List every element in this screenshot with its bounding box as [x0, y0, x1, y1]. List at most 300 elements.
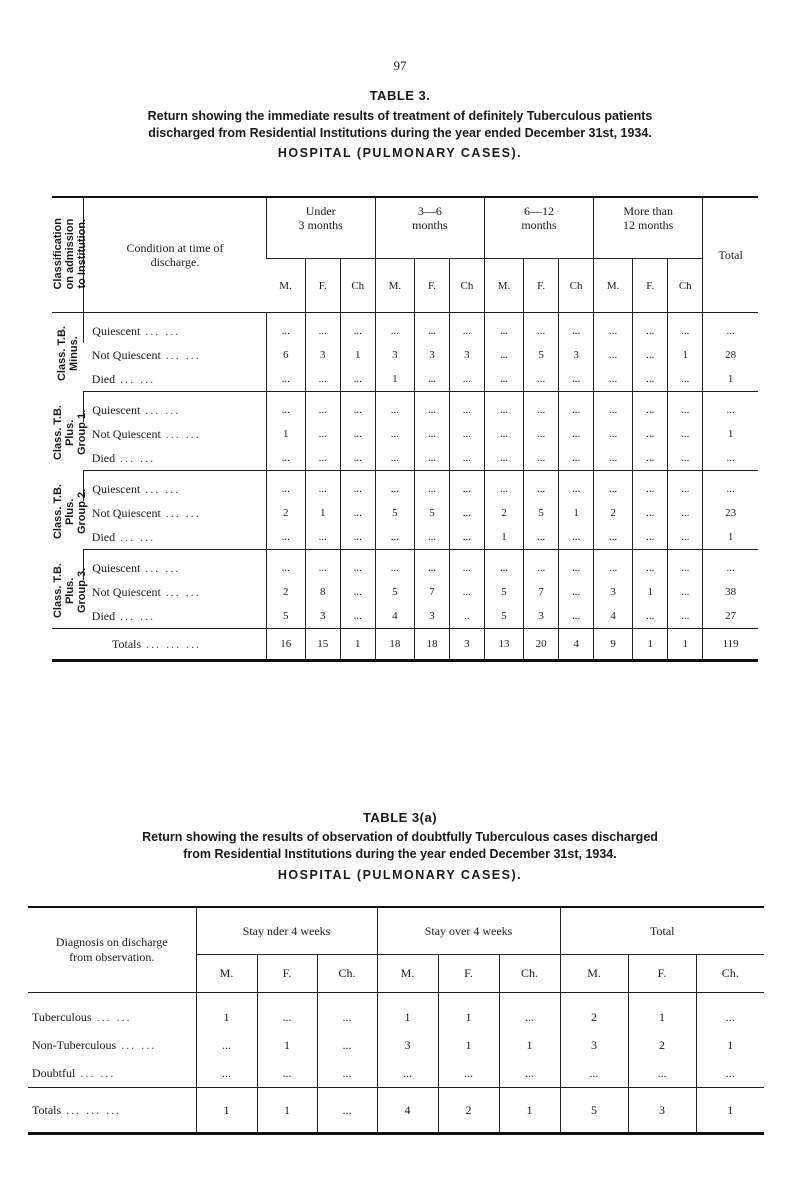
data-cell: ...: [484, 367, 523, 392]
data-cell: ...: [414, 422, 449, 446]
condition-label: [84, 343, 266, 367]
data-cell: ...: [668, 422, 703, 446]
table3a: [28, 906, 764, 1135]
data-cell: 1: [703, 367, 758, 392]
classification-label: [52, 471, 88, 550]
stay-under-4-weeks-header: Stay nder 4 weeks: [196, 907, 377, 955]
data-cell: 7: [524, 580, 559, 604]
table3: [52, 196, 758, 662]
total-cell: 2: [438, 1088, 499, 1134]
data-cell: 3: [414, 604, 449, 629]
data-cell: ...: [305, 313, 340, 344]
data-cell: ...: [266, 313, 305, 344]
data-cell: ...: [668, 550, 703, 581]
diagnosis-label-text: Tuberculous: [32, 1009, 92, 1024]
data-cell: ...: [668, 392, 703, 423]
data-cell: 23: [703, 501, 758, 525]
data-cell: 3: [377, 1031, 438, 1059]
data-cell: ...: [559, 446, 594, 471]
data-cell: 5: [375, 501, 414, 525]
data-cell: ...: [375, 313, 414, 344]
data-cell: ...: [499, 993, 560, 1032]
condition-label: [84, 525, 266, 550]
data-cell: 1: [628, 993, 696, 1032]
classification-label: [52, 392, 88, 471]
leader-dots: ... ...: [75, 1065, 116, 1080]
subheader-cell: Ch: [340, 259, 375, 313]
data-cell: ...: [340, 580, 375, 604]
total-header: Total: [560, 907, 764, 955]
data-cell: ...: [633, 604, 668, 629]
classification-label-text: Class. T.B. Plus. Group 1.: [52, 404, 88, 461]
data-cell: 3: [449, 343, 484, 367]
total-cell: 13: [484, 629, 523, 661]
data-cell: ...: [668, 580, 703, 604]
data-cell: 2: [266, 580, 305, 604]
period-header-line1: 3—6: [417, 204, 442, 218]
table3-title: TABLE 3.: [369, 88, 431, 103]
subheader-cell: M.: [484, 259, 523, 313]
data-cell: ..: [449, 604, 484, 629]
condition-label: [84, 313, 266, 344]
data-cell: ...: [668, 501, 703, 525]
data-cell: ...: [340, 471, 375, 502]
data-cell: 7: [414, 580, 449, 604]
data-cell: ...: [266, 392, 305, 423]
table3a-subtitle-line1: Return showing the results of observation of doubtfully Tuberculous cases discharged: [142, 830, 658, 844]
table3-section-heading: HOSPITAL (PULMONARY CASES).: [277, 146, 523, 160]
data-cell: ...: [305, 422, 340, 446]
classification-label: [52, 313, 84, 392]
data-cell: ...: [340, 313, 375, 344]
diagnosis-label: [28, 1031, 196, 1059]
data-cell: ...: [449, 580, 484, 604]
subheader-cell: M.: [196, 955, 257, 993]
data-cell: ...: [559, 422, 594, 446]
data-cell: ...: [317, 993, 377, 1032]
period-header-line2: months: [521, 218, 557, 232]
data-cell: 3: [305, 604, 340, 629]
total-cell: 18: [375, 629, 414, 661]
total-cell: ...: [317, 1088, 377, 1134]
subheader-cell: F.: [257, 955, 317, 993]
data-cell: 1: [703, 525, 758, 550]
data-cell: ...: [633, 392, 668, 423]
leader-dots: ... ... ...: [141, 636, 202, 651]
total-cell: 4: [559, 629, 594, 661]
leader-dots: ... ...: [115, 450, 156, 465]
condition-label-text: Not Quiescent: [91, 426, 161, 441]
data-cell: 6: [266, 343, 305, 367]
data-cell: ...: [414, 525, 449, 550]
data-cell: ...: [559, 313, 594, 344]
subheader-cell: M.: [266, 259, 305, 313]
data-cell: ...: [594, 471, 633, 502]
data-cell: 3: [414, 343, 449, 367]
data-cell: 5: [375, 580, 414, 604]
data-cell: 1: [196, 993, 257, 1032]
data-cell: ...: [524, 392, 559, 423]
condition-label-text: Not Quiescent: [91, 505, 161, 520]
classification-header-text: Classification on admission to Institution.: [52, 217, 88, 290]
leader-dots: ... ...: [140, 560, 181, 575]
data-cell: ...: [196, 1031, 257, 1059]
period-header-line1: More than: [623, 204, 673, 218]
leader-dots: ... ...: [140, 402, 181, 417]
period-header-6-12: [484, 197, 593, 259]
data-cell: 2: [484, 501, 523, 525]
period-header-line1: Under: [305, 204, 336, 218]
data-cell: 5: [484, 580, 523, 604]
data-cell: ...: [305, 550, 340, 581]
page-number: 97: [393, 58, 407, 73]
subheader-cell: M.: [560, 955, 628, 993]
data-cell: ...: [668, 313, 703, 344]
total-cell: 1: [668, 629, 703, 661]
data-cell: 1: [438, 1031, 499, 1059]
condition-label-text: Died: [91, 529, 116, 544]
condition-label-text: Quiescent: [92, 560, 141, 575]
data-cell: 28: [703, 343, 758, 367]
condition-label: [84, 501, 266, 525]
data-cell: 1: [703, 422, 758, 446]
data-cell: ...: [524, 367, 559, 392]
data-cell: ...: [317, 1031, 377, 1059]
data-cell: ...: [340, 392, 375, 423]
classification-label: [52, 550, 88, 629]
condition-label-text: Quiescent: [92, 481, 141, 496]
total-cell: 20: [524, 629, 559, 661]
total-cell: 119: [703, 629, 758, 661]
data-cell: ...: [703, 446, 758, 471]
data-cell: 3: [305, 343, 340, 367]
data-cell: 3: [560, 1031, 628, 1059]
data-cell: ...: [668, 471, 703, 502]
condition-label-text: Quiescent: [92, 323, 141, 338]
data-cell: 4: [375, 604, 414, 629]
data-cell: 38: [703, 580, 758, 604]
data-cell: 3: [559, 343, 594, 367]
period-header-over12: [594, 197, 703, 259]
condition-label-text: Died: [91, 371, 116, 386]
condition-label: [84, 550, 266, 581]
condition-label: [84, 367, 266, 392]
leader-dots: ... ...: [160, 347, 201, 362]
data-cell: 5: [524, 343, 559, 367]
data-cell: ...: [559, 471, 594, 502]
subheader-cell: F.: [633, 259, 668, 313]
data-cell: ...: [559, 604, 594, 629]
data-cell: ...: [594, 525, 633, 550]
total-cell: 5: [560, 1088, 628, 1134]
data-cell: ...: [266, 525, 305, 550]
subheader-cell: Ch: [559, 259, 594, 313]
data-cell: ...: [703, 313, 758, 344]
condition-label: [84, 446, 266, 471]
data-cell: ...: [703, 550, 758, 581]
condition-header-line1: Condition at time of: [126, 241, 224, 255]
subheader-cell: Ch.: [696, 955, 764, 993]
totals-label: [52, 629, 266, 661]
condition-label-text: Quiescent: [92, 402, 141, 417]
data-cell: ...: [449, 501, 484, 525]
diagnosis-label: [28, 1059, 196, 1088]
data-cell: ...: [559, 392, 594, 423]
data-cell: ...: [449, 525, 484, 550]
data-cell: ...: [266, 471, 305, 502]
period-header-under3: [266, 197, 375, 259]
data-cell: ...: [340, 501, 375, 525]
period-header-line2: months: [412, 218, 448, 232]
data-cell: ...: [340, 367, 375, 392]
data-cell: ...: [559, 525, 594, 550]
table3a-subtitle-line2: from Residential Institutions during the year ended December 31st, 1934.: [183, 847, 617, 861]
data-cell: 5: [484, 604, 523, 629]
data-cell: ...: [375, 392, 414, 423]
data-cell: ...: [414, 550, 449, 581]
data-cell: ...: [594, 313, 633, 344]
subheader-cell: F.: [414, 259, 449, 313]
data-cell: ...: [560, 1059, 628, 1088]
subheader-cell: F.: [438, 955, 499, 993]
data-cell: 1: [484, 525, 523, 550]
total-cell: 1: [196, 1088, 257, 1134]
total-cell: 18: [414, 629, 449, 661]
data-cell: ...: [484, 446, 523, 471]
data-cell: 5: [414, 501, 449, 525]
data-cell: 1: [633, 580, 668, 604]
total-cell: 3: [449, 629, 484, 661]
condition-label-text: Died: [91, 450, 116, 465]
data-cell: ...: [484, 471, 523, 502]
table3-subtitle-line2: discharged from Residential Institutions during the year ended December 31st, 1934.: [148, 126, 652, 140]
data-cell: 2: [560, 993, 628, 1032]
period-header-3-6: [375, 197, 484, 259]
data-cell: ...: [484, 313, 523, 344]
data-cell: ...: [375, 525, 414, 550]
leader-dots: ... ...: [116, 1037, 157, 1052]
data-cell: ...: [696, 1059, 764, 1088]
data-cell: 5: [524, 501, 559, 525]
data-cell: ...: [484, 550, 523, 581]
data-cell: ...: [266, 446, 305, 471]
data-cell: ...: [594, 446, 633, 471]
condition-label: [84, 604, 266, 629]
data-cell: ...: [633, 446, 668, 471]
data-cell: ...: [375, 422, 414, 446]
classification-header: [52, 197, 88, 313]
data-cell: ...: [266, 367, 305, 392]
data-cell: ...: [449, 392, 484, 423]
data-cell: ...: [340, 422, 375, 446]
data-cell: ...: [524, 471, 559, 502]
data-cell: 1: [696, 1031, 764, 1059]
leader-dots: ... ...: [91, 1009, 132, 1024]
total-cell: 4: [377, 1088, 438, 1134]
diagnosis-label: [28, 993, 196, 1032]
subheader-cell: Ch: [449, 259, 484, 313]
data-cell: ...: [524, 525, 559, 550]
data-cell: 3: [594, 580, 633, 604]
subheader-cell: Ch.: [317, 955, 377, 993]
leader-dots: ... ...: [160, 584, 201, 599]
data-cell: ...: [559, 367, 594, 392]
stay-over-4-weeks-header: Stay over 4 weeks: [377, 907, 560, 955]
diagnosis-header-line2: from observation.: [69, 950, 155, 964]
data-cell: ...: [340, 604, 375, 629]
data-cell: ...: [266, 550, 305, 581]
data-cell: ...: [305, 392, 340, 423]
totals-label-text: Totals: [112, 636, 142, 651]
data-cell: ...: [668, 367, 703, 392]
total-cell: 16: [266, 629, 305, 661]
period-header-line2: 3 months: [298, 218, 343, 232]
subheader-cell: Ch.: [499, 955, 560, 993]
table3a-title: TABLE 3(a): [362, 810, 438, 825]
data-cell: ...: [594, 367, 633, 392]
diagnosis-label-text: Non-Tuberculous: [32, 1037, 117, 1052]
subheader-cell: M.: [375, 259, 414, 313]
condition-label-text: Not Quiescent: [91, 584, 161, 599]
data-cell: ...: [375, 471, 414, 502]
data-cell: ...: [305, 525, 340, 550]
data-cell: ...: [499, 1059, 560, 1088]
leader-dots: ... ...: [115, 608, 156, 623]
total-cell: 15: [305, 629, 340, 661]
data-cell: ...: [594, 550, 633, 581]
data-cell: ...: [414, 367, 449, 392]
data-cell: 3: [524, 604, 559, 629]
data-cell: ...: [594, 392, 633, 423]
data-cell: ...: [449, 367, 484, 392]
data-cell: ...: [633, 367, 668, 392]
data-cell: ...: [668, 604, 703, 629]
data-cell: ...: [305, 471, 340, 502]
table3a-section-heading: HOSPITAL (PULMONARY CASES).: [277, 868, 523, 882]
data-cell: ...: [633, 525, 668, 550]
subheader-cell: F.: [524, 259, 559, 313]
diagnosis-label-text: Doubtful: [32, 1065, 76, 1080]
data-cell: 1: [438, 993, 499, 1032]
total-cell: 9: [594, 629, 633, 661]
data-cell: ...: [559, 580, 594, 604]
condition-label: [84, 392, 266, 423]
condition-header: [84, 197, 266, 313]
data-cell: ...: [668, 446, 703, 471]
data-cell: 1: [668, 343, 703, 367]
data-cell: 1: [375, 367, 414, 392]
leader-dots: ... ...: [140, 481, 181, 496]
data-cell: 1: [257, 1031, 317, 1059]
leader-dots: ... ...: [160, 426, 201, 441]
data-cell: 2: [628, 1031, 696, 1059]
subheader-cell: M.: [594, 259, 633, 313]
period-header-line2: 12 months: [622, 218, 674, 232]
data-cell: 1: [499, 1031, 560, 1059]
data-cell: ...: [484, 392, 523, 423]
data-cell: ...: [628, 1059, 696, 1088]
data-cell: ...: [340, 550, 375, 581]
data-cell: 8: [305, 580, 340, 604]
data-cell: ...: [633, 550, 668, 581]
data-cell: ...: [484, 422, 523, 446]
leader-dots: ... ...: [140, 323, 181, 338]
data-cell: ...: [594, 343, 633, 367]
data-cell: ...: [438, 1059, 499, 1088]
data-cell: ...: [633, 471, 668, 502]
data-cell: ...: [668, 525, 703, 550]
total-header: Total: [703, 197, 758, 313]
data-cell: 1: [266, 422, 305, 446]
diagnosis-header-line1: Diagnosis on discharge: [55, 935, 168, 949]
data-cell: ...: [257, 993, 317, 1032]
data-cell: ...: [484, 343, 523, 367]
data-cell: ...: [524, 550, 559, 581]
data-cell: 4: [594, 604, 633, 629]
condition-header-line2: discharge.: [150, 255, 200, 269]
diagnosis-header: [28, 907, 196, 993]
data-cell: 2: [266, 501, 305, 525]
data-cell: ...: [449, 422, 484, 446]
data-cell: ...: [196, 1059, 257, 1088]
leader-dots: ... ... ...: [61, 1102, 122, 1117]
table3-subtitle-line1: Return showing the immediate results of treatment of definitely Tuberculous patients: [147, 109, 653, 123]
leader-dots: ... ...: [115, 371, 156, 386]
data-cell: ...: [703, 392, 758, 423]
data-cell: ...: [449, 550, 484, 581]
data-cell: 1: [340, 343, 375, 367]
total-cell: 1: [257, 1088, 317, 1134]
data-cell: ...: [703, 471, 758, 502]
data-cell: ...: [305, 446, 340, 471]
data-cell: ...: [559, 550, 594, 581]
total-cell: 1: [696, 1088, 764, 1134]
data-cell: ...: [524, 422, 559, 446]
data-cell: ...: [524, 446, 559, 471]
condition-label-text: Died: [91, 608, 116, 623]
subheader-cell: Ch: [668, 259, 703, 313]
leader-dots: ... ...: [115, 529, 156, 544]
data-cell: ...: [414, 392, 449, 423]
subheader-cell: M.: [377, 955, 438, 993]
classification-label-text: Class. T.B. Plus. Group 3.: [52, 562, 88, 618]
data-cell: ...: [377, 1059, 438, 1088]
condition-label: [84, 422, 266, 446]
data-cell: 1: [377, 993, 438, 1032]
data-cell: ...: [633, 501, 668, 525]
data-cell: ...: [696, 993, 764, 1032]
data-cell: ...: [305, 367, 340, 392]
data-cell: ...: [414, 471, 449, 502]
classification-label-text: Class. T.B. Plus. Group 2.: [52, 483, 88, 540]
data-cell: ...: [449, 313, 484, 344]
total-cell: 1: [499, 1088, 560, 1134]
condition-label: [84, 580, 266, 604]
totals-label: [28, 1088, 196, 1134]
data-cell: ...: [375, 446, 414, 471]
total-cell: 1: [340, 629, 375, 661]
data-cell: ...: [594, 422, 633, 446]
data-cell: ...: [633, 422, 668, 446]
period-header-line1: 6—12: [524, 204, 554, 218]
classification-label-text: Class. T.B. Minus.: [55, 326, 80, 382]
data-cell: 3: [375, 343, 414, 367]
condition-label: [84, 471, 266, 502]
data-cell: ...: [449, 471, 484, 502]
data-cell: ...: [524, 313, 559, 344]
data-cell: ...: [375, 550, 414, 581]
subheader-cell: F.: [305, 259, 340, 313]
